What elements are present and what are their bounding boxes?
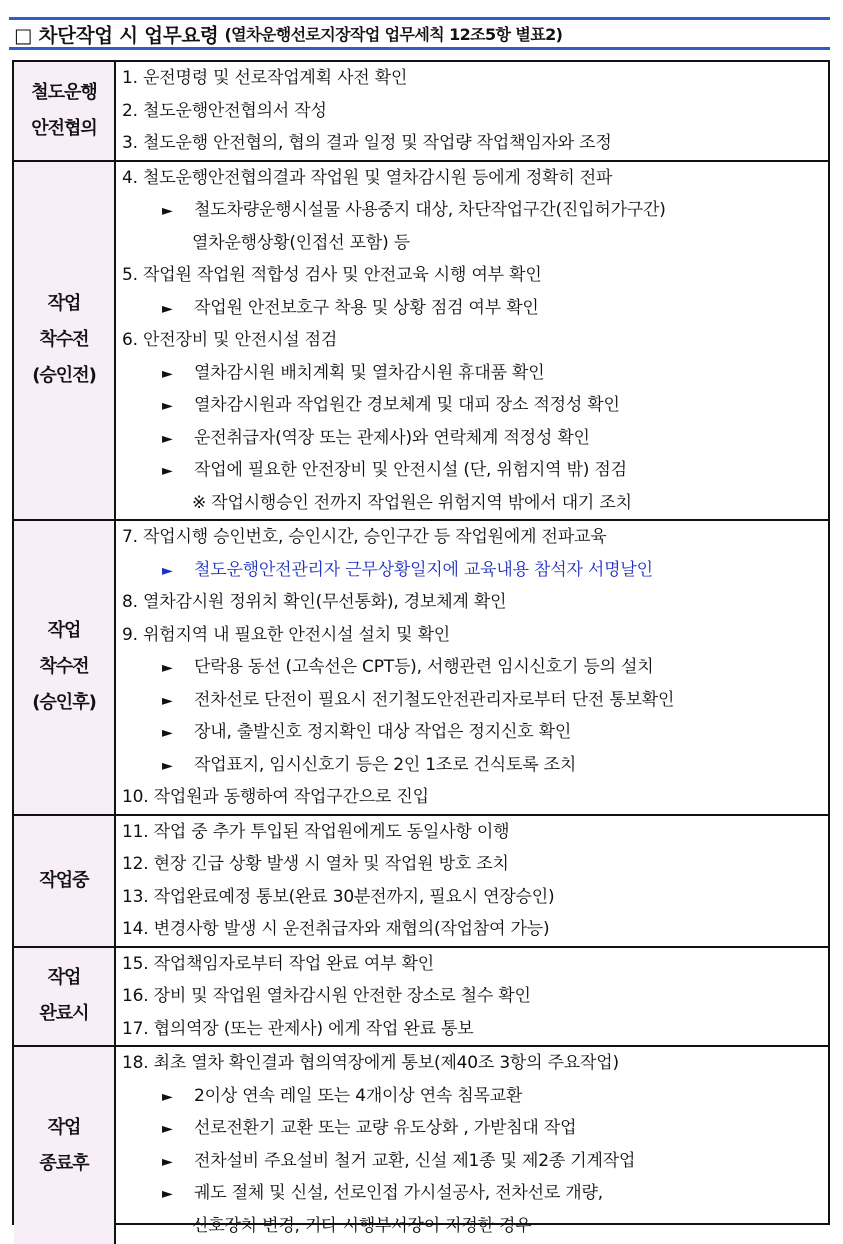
section-label-line: (승인후) <box>32 692 96 714</box>
section-items <box>114 62 828 160</box>
arrow-bullet-icon: ► <box>162 660 173 676</box>
section-label-line: 작업 <box>47 293 81 315</box>
arrow-bullet-icon: ► <box>162 203 173 219</box>
section-label-line: 완료시 <box>39 1003 89 1025</box>
section-3 <box>14 521 828 816</box>
bullet-item <box>114 194 828 227</box>
bullet-item <box>114 716 828 749</box>
section-label-line: 착수전 <box>39 656 89 678</box>
arrow-bullet-icon: ► <box>162 1121 173 1137</box>
item-text: 16. 장비 및 작업원 열차감시원 안전한 장소로 철수 확인 <box>122 986 531 1006</box>
section-label-line: 종료후 <box>39 1152 89 1174</box>
section-items <box>114 948 828 1046</box>
numbered-item <box>114 162 828 195</box>
item-text: 전차선로 단전이 필요시 전기철도안전관리자로부터 단전 통보확인 <box>194 689 675 710</box>
item-text: 6. 안전장비 및 안전시설 점검 <box>122 330 338 350</box>
section-items <box>114 162 828 520</box>
bullet-item <box>114 422 828 455</box>
section-label-line: 작업 <box>47 1116 81 1138</box>
numbered-item <box>114 913 828 946</box>
procedure-table <box>12 60 830 1236</box>
item-text: 5. 작업원 작업원 적합성 검사 및 안전교육 시행 여부 확인 <box>122 265 542 285</box>
bullet-item <box>114 749 828 782</box>
title-subtitle: (열차운행선로지장작업 업무세칙 12조5항 별표2) <box>224 25 563 44</box>
item-text: 14. 변경사항 발생 시 운전취급자와 재협의(작업참여 가능) <box>122 919 550 939</box>
section-items <box>114 816 828 946</box>
numbered-item <box>114 521 828 554</box>
item-continuation <box>114 227 828 260</box>
numbered-item <box>114 980 828 1013</box>
item-text: 2이상 연속 레일 또는 4개이상 연속 침목교환 <box>194 1085 523 1106</box>
arrow-bullet-icon: ► <box>162 300 173 317</box>
section-label-line: 작업 <box>47 620 81 642</box>
title-main <box>14 20 218 48</box>
bullet-item <box>114 1080 828 1113</box>
numbered-item <box>114 1013 828 1046</box>
arrow-bullet-icon: ► <box>162 562 173 579</box>
item-continuation <box>114 487 828 520</box>
item-text: 선로전환기 교환 또는 교량 유도상화 , 가받침대 작업 <box>194 1118 577 1138</box>
bullet-item <box>114 1145 828 1178</box>
arrow-bullet-icon: ► <box>162 1153 173 1170</box>
item-text: 11. 작업 중 추가 투입된 작업원에게도 동일사항 이행 <box>122 821 510 842</box>
item-text: ※ 작업시행승인 전까지 작업원은 위험지역 밖에서 대기 조치 <box>192 492 632 513</box>
numbered-item <box>114 848 828 881</box>
section-label <box>14 948 116 1046</box>
item-text: 17. 협의역장 (또는 관제사) 에게 작업 완료 통보 <box>122 1018 474 1039</box>
item-text: 작업에 필요한 안전장비 및 안전시설 (단, 위험지역 밖) 점검 <box>194 460 627 480</box>
section-label <box>14 1047 116 1244</box>
bullet-item <box>114 1177 828 1210</box>
item-continuation <box>114 1210 828 1243</box>
section-label-line: 철도운행 <box>31 81 97 103</box>
section-1 <box>14 62 828 162</box>
arrow-bullet-icon: ► <box>162 365 173 382</box>
bullet-item <box>114 554 828 587</box>
arrow-bullet-icon: ► <box>162 692 173 709</box>
numbered-item <box>114 816 828 849</box>
item-text: 장내, 출발신호 정지확인 대상 작업은 정지신호 확인 <box>194 722 572 742</box>
numbered-item <box>114 619 828 652</box>
section-label-line: 착수전 <box>39 329 89 351</box>
bullet-item <box>114 684 828 717</box>
bullet-item <box>114 389 828 422</box>
item-text: 13. 작업완료예정 통보(완료 30분전까지, 필요시 연장승인) <box>122 886 555 907</box>
item-text: 열차운행상황(인접선 포함) 등 <box>192 232 410 253</box>
section-items <box>114 521 828 814</box>
item-text: 4. 철도운행안전협의결과 작업원 및 열차감시원 등에게 정확히 전파 <box>122 167 613 188</box>
item-text: 15. 작업책임자로부터 작업 완료 여부 확인 <box>122 953 435 974</box>
document-title <box>9 17 830 50</box>
arrow-bullet-icon: ► <box>162 463 173 479</box>
item-text: 단락용 동선 (고속선은 CPT등), 서행관련 임시신호기 등의 설치 <box>194 657 654 677</box>
item-text: 12. 현장 긴급 상황 발생 시 열차 및 작업원 방호 조치 <box>122 854 509 874</box>
section-label-line: 작업중 <box>39 869 89 891</box>
item-text: 궤도 절체 및 신설, 선로인접 가시설공사, 전차선로 개량, <box>194 1183 603 1203</box>
section-label-line: (승인전) <box>32 365 96 387</box>
section-6 <box>14 1047 828 1244</box>
arrow-bullet-icon: ► <box>162 398 173 414</box>
numbered-item <box>114 127 828 160</box>
section-4 <box>14 816 828 948</box>
section-label <box>14 816 116 946</box>
item-text: 9. 위험지역 내 필요한 안전시설 설치 및 확인 <box>122 624 451 645</box>
section-2 <box>14 162 828 522</box>
numbered-item <box>114 95 828 128</box>
item-text: 8. 열차감시원 정위치 확인(무선통화), 경보체계 확인 <box>122 592 507 612</box>
arrow-bullet-icon: ► <box>162 430 173 447</box>
item-text: 18. 최초 열차 확인결과 협의역장에게 통보(제40조 3항의 주요작업) <box>122 1053 619 1073</box>
item-text: 3. 철도운행 안전협의, 협의 결과 일정 및 작업량 작업책임자와 조정 <box>122 133 612 153</box>
item-text: 신호장치 변경, 기타 시행부서장이 지정한 경우 <box>192 1215 532 1236</box>
item-text: 철도차량운행시설물 사용중지 대상, 차단작업구간(진입허가구간) <box>194 200 666 220</box>
item-text: 10. 작업원과 동행하여 작업구간으로 진입 <box>122 787 429 807</box>
item-text: 전차설비 주요설비 철거 교환, 신설 제1종 및 제2종 기계작업 <box>194 1150 636 1171</box>
section-label-line: 안전협의 <box>31 117 97 139</box>
section-5 <box>14 948 828 1048</box>
arrow-bullet-icon: ► <box>162 1088 173 1105</box>
section-label <box>14 162 116 520</box>
item-text: 작업원 안전보호구 착용 및 상황 점검 여부 확인 <box>194 297 539 318</box>
section-items <box>114 1047 828 1242</box>
title-box-glyph: □ <box>14 23 33 47</box>
numbered-item <box>114 62 828 95</box>
arrow-bullet-icon: ► <box>162 725 173 741</box>
section-label-line: 작업 <box>47 967 81 989</box>
numbered-item <box>114 1047 828 1080</box>
section-label <box>14 62 116 160</box>
item-text: 2. 철도운행안전협의서 작성 <box>122 100 327 121</box>
arrow-bullet-icon: ► <box>162 1186 173 1202</box>
numbered-item <box>114 259 828 292</box>
title-text: 차단작업 시 업무요령 <box>38 23 219 47</box>
item-text: 열차감시원과 작업원간 경보체계 및 대피 장소 적정성 확인 <box>194 395 620 415</box>
bullet-item <box>114 357 828 390</box>
item-text: 운전취급자(역장 또는 관제사)와 연락체계 적정성 확인 <box>194 427 590 448</box>
arrow-bullet-icon: ► <box>162 757 173 774</box>
item-text: 1. 운전명령 및 선로작업계획 사전 확인 <box>122 68 408 88</box>
numbered-item <box>114 324 828 357</box>
item-text: 작업표지, 임시신호기 등은 2인 1조로 건식토록 조치 <box>194 754 577 775</box>
item-text: 철도운행안전관리자 근무상황일지에 교육내용 참석자 서명날인 <box>194 559 653 580</box>
item-text: 7. 작업시행 승인번호, 승인시간, 승인구간 등 작업원에게 전파교육 <box>122 527 607 547</box>
section-label <box>14 521 116 814</box>
numbered-item <box>114 781 828 814</box>
numbered-item <box>114 881 828 914</box>
numbered-item <box>114 948 828 981</box>
bullet-item <box>114 454 828 487</box>
numbered-item <box>114 586 828 619</box>
bullet-item <box>114 651 828 684</box>
bullet-item <box>114 292 828 325</box>
item-text: 열차감시원 배치계획 및 열차감시원 휴대품 확인 <box>194 362 545 383</box>
bullet-item <box>114 1112 828 1145</box>
